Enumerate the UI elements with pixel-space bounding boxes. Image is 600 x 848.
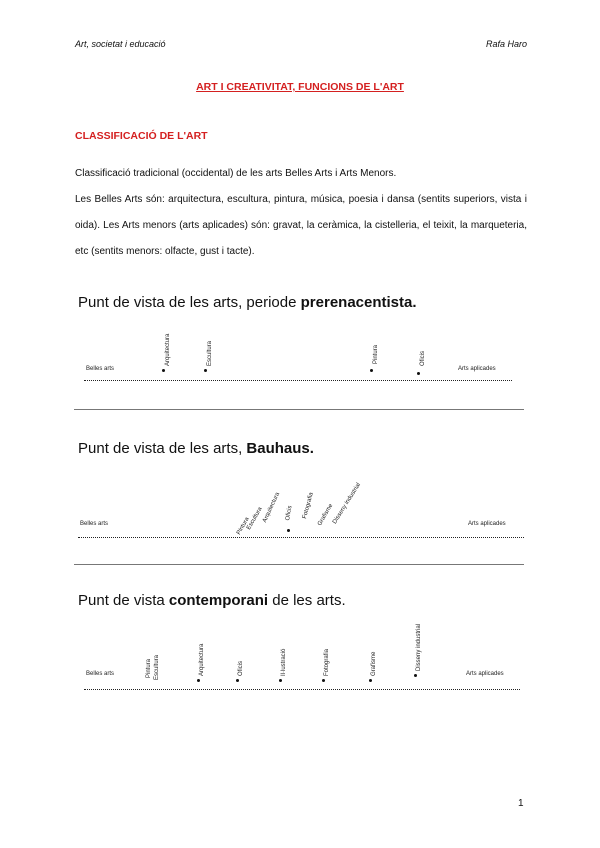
dot-marker	[414, 674, 417, 677]
diagram-item: Fotografia	[302, 491, 315, 520]
diagram-item: Il·lustració	[281, 648, 287, 676]
diagram-item: Fotografia	[324, 648, 330, 676]
body-text	[75, 161, 527, 265]
dot-marker	[236, 679, 239, 682]
diagram-item: Pintura	[236, 516, 251, 536]
header-left: Art, societat i educació	[75, 39, 166, 49]
diagram-item: Disseny industrial	[332, 482, 363, 526]
heading-plain: Punt de vista de les arts, periode	[78, 294, 301, 311]
diagram-bauhaus-axis	[78, 537, 524, 538]
dot-marker	[369, 679, 372, 682]
diagram-item: Grafisme	[371, 651, 377, 676]
diagram-prerenaixentista-axis	[84, 380, 512, 381]
heading-plain: Punt de vista de les arts,	[78, 440, 247, 457]
diagram-bauhaus-left-label: Belles arts	[80, 521, 109, 527]
header-right: Rafa Haro	[485, 39, 527, 49]
diagram-item: Arquitectura	[262, 491, 282, 524]
diagram-bauhaus-heading	[78, 440, 314, 457]
diagram-item: Oficis	[285, 505, 294, 522]
paragraph-1: Classificació tradicional (occidental) de les arts Belles Arts i Arts Menors.	[75, 168, 397, 179]
diagram-item: Pintura	[373, 344, 379, 364]
dot-marker	[287, 529, 290, 532]
dot-marker	[162, 369, 165, 372]
diagram-contemporani-axis	[84, 689, 520, 690]
heading-plain-2: de les arts.	[268, 592, 346, 609]
heading-bold: prerenacentista.	[300, 294, 417, 311]
diagram-prerenaixentista-heading	[78, 294, 417, 311]
heading-bold: contemporani	[168, 592, 269, 609]
diagram-prerenaixentista-left-label: Belles arts	[86, 366, 115, 372]
diagram-item: Oficis	[420, 351, 426, 366]
dot-marker	[279, 679, 282, 682]
diagram-prerenaixentista-right-label: Arts aplicades	[458, 366, 496, 372]
heading-plain-1: Punt de vista	[78, 592, 169, 609]
diagram-bauhaus-right-label: Arts aplicades	[468, 521, 506, 527]
paragraph-2: Les Belles Arts són: arquitectura, escultura, pintura, música, poesia i dansa (sentits superiors, vista i oida). Les Arts menors (arts aplicades) són: gravat, la ceràmica, la cistelleria, el teixit, la marqueteria, etc (sentits menors: olfacte, gust i tacte).	[75, 194, 527, 257]
diagram-item: Arquitectura	[199, 643, 205, 676]
dot-marker	[417, 372, 420, 375]
diagram-item: Grafisme	[317, 502, 335, 527]
diagram-item: Pintura	[146, 658, 152, 678]
dot-marker	[204, 369, 207, 372]
dot-marker	[370, 369, 373, 372]
dot-marker	[322, 679, 325, 682]
diagram-item: Escultura	[207, 340, 213, 366]
divider	[74, 564, 524, 565]
diagram-item: Arquitectura	[165, 333, 171, 366]
section-title: CLASSIFICACIÓ DE L'ART	[75, 130, 208, 142]
diagram-item: Escultura	[154, 654, 160, 680]
diagram-contemporani-right-label: Arts aplicades	[466, 671, 504, 677]
diagram-item: Disseny industrial	[416, 623, 422, 671]
page-number: 1	[518, 798, 524, 809]
dot-marker	[197, 679, 200, 682]
heading-bold: Bauhaus.	[246, 440, 314, 457]
page-title: ART I CREATIVITAT, FUNCIONS DE L'ART	[196, 81, 404, 93]
diagram-item: Escultura	[246, 506, 264, 531]
diagram-contemporani-left-label: Belles arts	[86, 671, 115, 677]
diagram-contemporani-heading	[78, 592, 346, 609]
diagram-item: Oficis	[238, 661, 244, 676]
divider	[74, 409, 524, 410]
